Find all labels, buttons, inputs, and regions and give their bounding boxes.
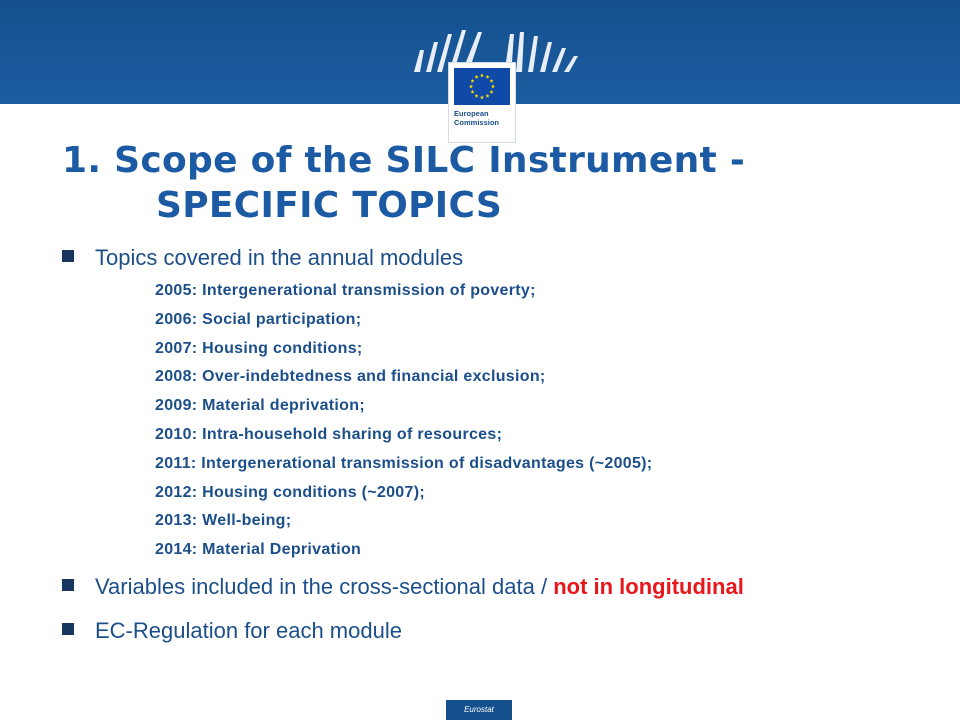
bullet-square-icon bbox=[62, 579, 74, 591]
module-item: 2009: Material deprivation; bbox=[155, 397, 365, 415]
footer-eurostat-label: Eurostat bbox=[446, 700, 512, 720]
bullet-topics bbox=[62, 245, 463, 271]
flag-star-icon bbox=[489, 90, 493, 94]
flag-star-icon bbox=[491, 84, 495, 88]
flag-star-icon bbox=[470, 79, 474, 83]
flag-star-icon bbox=[470, 90, 474, 94]
bullet-variables-highlight: not in longitudinal bbox=[553, 574, 744, 599]
module-item: 2014: Material Deprivation bbox=[155, 541, 362, 559]
title-line-1: 1. Scope of the SILC Instrument - bbox=[62, 140, 746, 181]
flag-star-icon bbox=[480, 95, 484, 99]
bullet-regulation bbox=[62, 618, 402, 644]
module-item: 2010: Intra-household sharing of resources; bbox=[155, 425, 503, 443]
module-item: 2008: Over-indebtedness and financial exclusion; bbox=[155, 368, 546, 386]
logo-text bbox=[454, 109, 514, 127]
slide-title bbox=[62, 138, 745, 228]
logo-text-line1: European bbox=[454, 109, 489, 118]
eu-flag-icon bbox=[454, 68, 510, 105]
bullet-variables-text: Variables included in the cross-sectional data / bbox=[95, 574, 554, 599]
module-item: 2012: Housing conditions (~2007); bbox=[155, 483, 425, 501]
module-item: 2013: Well-being; bbox=[155, 512, 292, 530]
logo-text-line2: Commission bbox=[454, 118, 500, 127]
flag-star-icon bbox=[474, 75, 478, 79]
bullet-regulation-text: EC-Regulation for each module bbox=[95, 618, 402, 643]
logo-card bbox=[448, 62, 516, 143]
bullet-square-icon bbox=[62, 623, 74, 635]
flag-star-icon bbox=[474, 94, 478, 98]
flag-star-icon bbox=[485, 94, 489, 98]
title-line-2: SPECIFIC TOPICS bbox=[156, 185, 503, 226]
bullet-topics-text: Topics covered in the annual modules bbox=[95, 245, 464, 270]
bullet-variables bbox=[62, 574, 744, 600]
module-item: 2011: Intergenerational transmission of disadvantages (~2005); bbox=[155, 454, 653, 472]
european-commission-logo bbox=[406, 10, 586, 135]
bullet-square-icon bbox=[62, 250, 74, 262]
flag-star-icon bbox=[485, 75, 489, 79]
module-item: 2005: Intergenerational transmission of poverty; bbox=[155, 282, 536, 299]
flag-star-icon bbox=[469, 84, 473, 88]
module-item: 2006: Social participation; bbox=[155, 310, 362, 328]
flag-star-icon bbox=[480, 73, 484, 77]
flag-star-icon bbox=[489, 79, 493, 83]
module-list bbox=[155, 278, 652, 566]
module-item: 2007: Housing conditions; bbox=[155, 339, 363, 357]
